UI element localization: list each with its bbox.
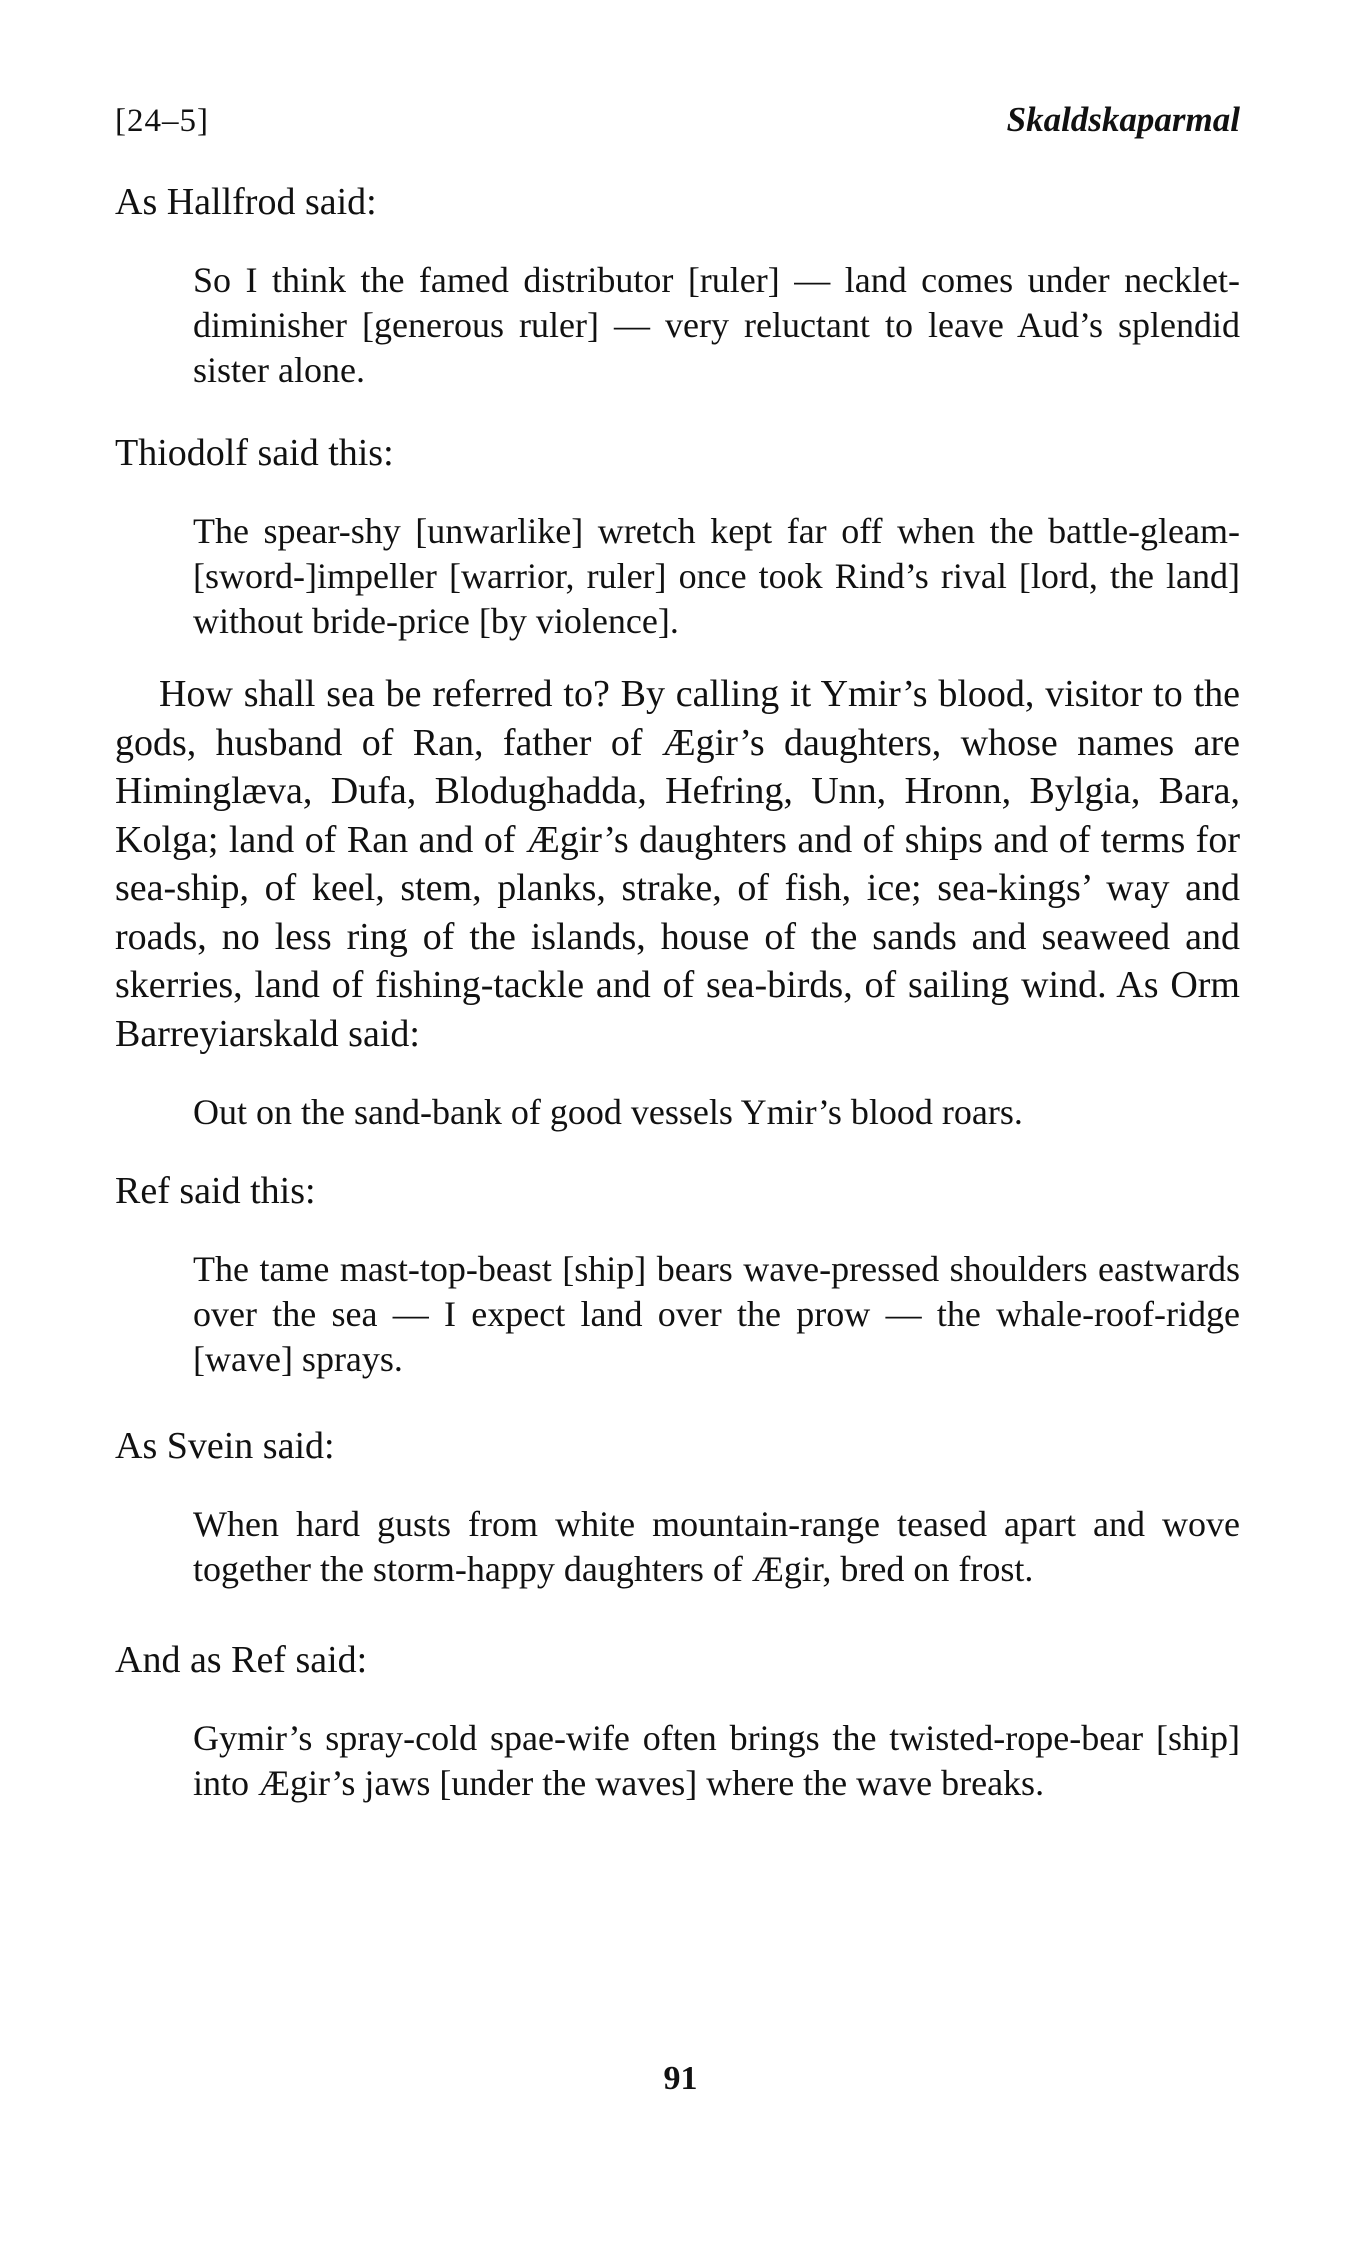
verse-quote: The tame mast-top-beast [ship] bears wave-pressed shoulders eastwards over the sea — I expect land over the prow — the whale-roof-ridge [wave] sprays. [193, 1249, 1240, 1379]
verse-quote: The spear-shy [unwarlike] wretch kept far off when the battle-gleam-[sword-]impeller [warrior, ruler] once took Rind’s rival [lord, the land] without bride-price [by violence]. [193, 511, 1240, 641]
page-number: 91 [663, 2060, 698, 2097]
verse-quote: When hard gusts from white mountain-range teased apart and wove together the storm-happy daughters of Ægir, bred on frost. [193, 1504, 1240, 1589]
verse-intro: Thiodolf said this: [115, 432, 394, 474]
running-header [115, 100, 1240, 140]
verse-quote: So I think the famed distributor [ruler] — land comes under necklet-diminisher [generous ruler] — very reluctant to leave Aud’s splendid sister alone. [193, 260, 1240, 390]
book-page [115, 100, 1240, 1846]
verse-quote: Gymir’s spray-cold spae-wife often brings the twisted-rope-bear [ship] into Ægir’s jaws [under the waves] where the wave breaks. [193, 1718, 1240, 1803]
section-title: Skaldskaparmal [1006, 100, 1240, 139]
verse-intro: Ref said this: [115, 1170, 316, 1212]
verse-intro: As Hallfrod said: [115, 181, 377, 223]
verse-intro: And as Ref said: [115, 1639, 368, 1681]
section-reference: [24–5] [115, 103, 209, 139]
body-paragraph: How shall sea be referred to? By calling it Ymir’s blood, visitor to the gods, husband of Ran, father of Ægir’s daughters, whose names are Himinglæva, Dufa, Blodughadda, Hefring, Unn, Hronn, Bylgia, Bara, Kolga; land of Ran and of Ægir’s daughters and of ships and of terms for sea-ship, of keel, stem, planks, strake, of fish, ice; sea-kings’ way and roads, no less ring of the islands, house of the sands and seaweed and skerries, land of fishing-tackle and of sea-birds, of sailing wind. As Orm Barreyiarskald said: [115, 673, 1240, 1055]
verse-quote: Out on the sand-bank of good vessels Ymir’s blood roars. [193, 1092, 1023, 1132]
verse-intro: As Svein said: [115, 1425, 335, 1467]
